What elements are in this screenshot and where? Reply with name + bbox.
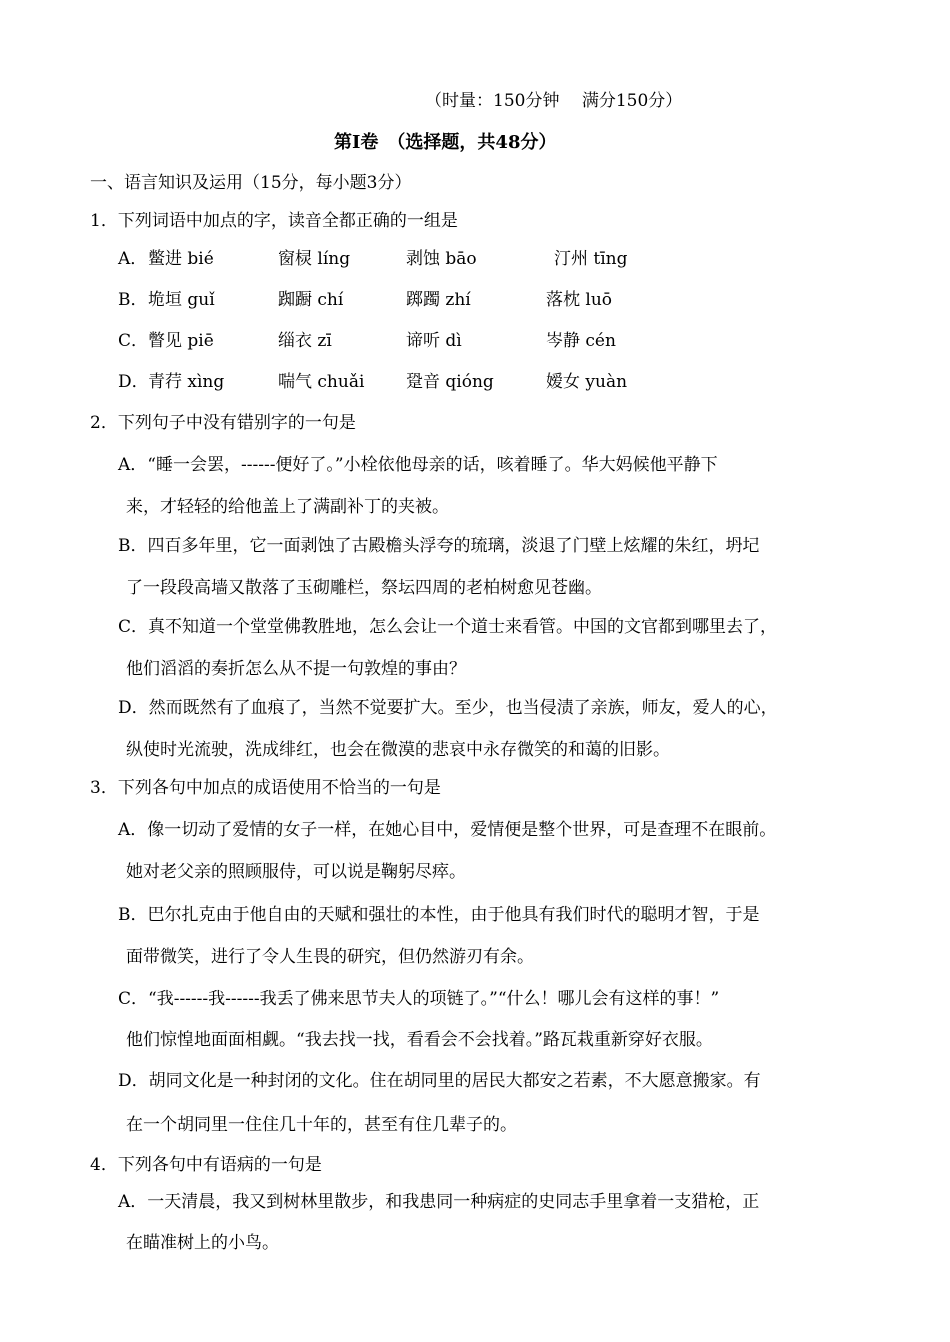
- question-2-option-d: D．然而既然有了血痕了，当然不觉要扩大。至少，也当侵渍了亲族，师友，爱人的心，: [118, 698, 778, 718]
- question-2-option-b: B．四百多年里，它一面剥蚀了古殿檐头浮夸的琉璃，淡退了门壁上炫耀的朱红，坍圮: [118, 536, 760, 556]
- option-item: 汀州 tīng: [554, 249, 628, 269]
- question-2-option-a: A．“睡一会罢，------便好了。”小栓依他母亲的话，咳着睡了。华大妈候他平静下: [118, 455, 718, 475]
- option-label: A．: [118, 249, 148, 269]
- question-2-option-c-cont: 他们滔滔的奏折怎么从不提一句敦煌的事由？: [126, 659, 466, 679]
- part-title: 第Ⅰ卷 （选择题，共48分）: [334, 132, 557, 153]
- option-item: 嫒女 yuàn: [546, 372, 628, 392]
- question-3-option-d: D．胡同文化是一种封闭的文化。住在胡同里的居民大都安之若素，不大愿意搬家。有: [118, 1071, 761, 1091]
- question-3-option-c-cont: 他们惊惶地面面相觑。“我去找一找，看看会不会找着。”路瓦栽重新穿好衣服。: [126, 1030, 713, 1050]
- option-item: 剥蚀 bāo: [406, 249, 477, 269]
- question-4-option-a-cont: 在瞄准树上的小鸟。: [126, 1233, 279, 1253]
- question-2-stem: 2．下列句子中没有错别字的一句是: [90, 413, 356, 433]
- option-item: 窗棂 líng: [278, 249, 351, 269]
- option-item: 垝垣 guǐ: [148, 290, 215, 310]
- option-item: 踟蹰 chí: [278, 290, 344, 310]
- option-item: 缁衣 zī: [278, 331, 332, 351]
- question-3-option-b-cont: 面带微笑，进行了令人生畏的研究，但仍然游刃有余。: [126, 947, 534, 967]
- question-4-stem: 4．下列各句中有语病的一句是: [90, 1155, 322, 1175]
- section-heading: 一、语言知识及运用（15分，每小题3分）: [90, 173, 412, 193]
- option-item: 鳖进 bié: [148, 249, 214, 269]
- option-label: B．: [118, 290, 148, 310]
- option-item: 谛听 dì: [406, 331, 462, 351]
- option-label: D．: [118, 372, 149, 392]
- option-item: 喘气 chuǎi: [278, 372, 365, 392]
- option-item: 跫音 qióng: [406, 372, 494, 392]
- question-3-option-d-cont: 在一个胡同里一住住几十年的，甚至有住几辈子的。: [126, 1115, 517, 1135]
- option-item: 踯躅 zhí: [406, 290, 471, 310]
- option-item: 瞥见 piē: [148, 331, 214, 351]
- question-2-option-a-cont: 来，才轻轻的给他盖上了满副补丁的夹被。: [126, 497, 449, 517]
- question-3-option-a-cont: 她对老父亲的照顾服侍，可以说是鞠躬尽瘁。: [126, 862, 466, 882]
- question-3-option-c: C．“我------我------我丢了佛来思节夫人的项链了。”“什么！哪儿会有这样的事！”: [118, 989, 720, 1009]
- question-3-option-b: B．巴尔扎克由于他自由的天赋和强壮的本性，由于他具有我们时代的聪明才智，于是: [118, 905, 760, 925]
- question-3-option-a: A．像一切动了爱情的女子一样，在她心目中，爱情便是整个世界，可是查理不在眼前。: [118, 820, 777, 840]
- option-item: 岑静 cén: [546, 331, 616, 351]
- question-2-option-d-cont: 纵使时光流驶，洗成绯红，也会在微漠的悲哀中永存微笑的和蔼的旧影。: [126, 740, 670, 760]
- question-3-stem: 3．下列各句中加点的成语使用不恰当的一句是: [90, 778, 441, 798]
- exam-time-info: （时量：150分钟 满分150分）: [425, 91, 683, 111]
- question-1-stem: 1．下列词语中加点的字，读音全都正确的一组是: [90, 211, 458, 231]
- option-label: C．: [118, 331, 149, 351]
- question-4-option-a: A．一天清晨，我又到树林里散步，和我患同一种病症的史同志手里拿着一支猎枪，正: [118, 1192, 760, 1212]
- option-item: 落枕 luō: [546, 290, 613, 310]
- question-2-option-b-cont: 了一段段高墙又散落了玉砌雕栏，祭坛四周的老柏树愈见苍幽。: [126, 578, 602, 598]
- option-item: 青荇 xìng: [148, 372, 225, 392]
- question-2-option-c: C．真不知道一个堂堂佛教胜地，怎么会让一个道士来看管。中国的文官都到哪里去了，: [118, 617, 778, 637]
